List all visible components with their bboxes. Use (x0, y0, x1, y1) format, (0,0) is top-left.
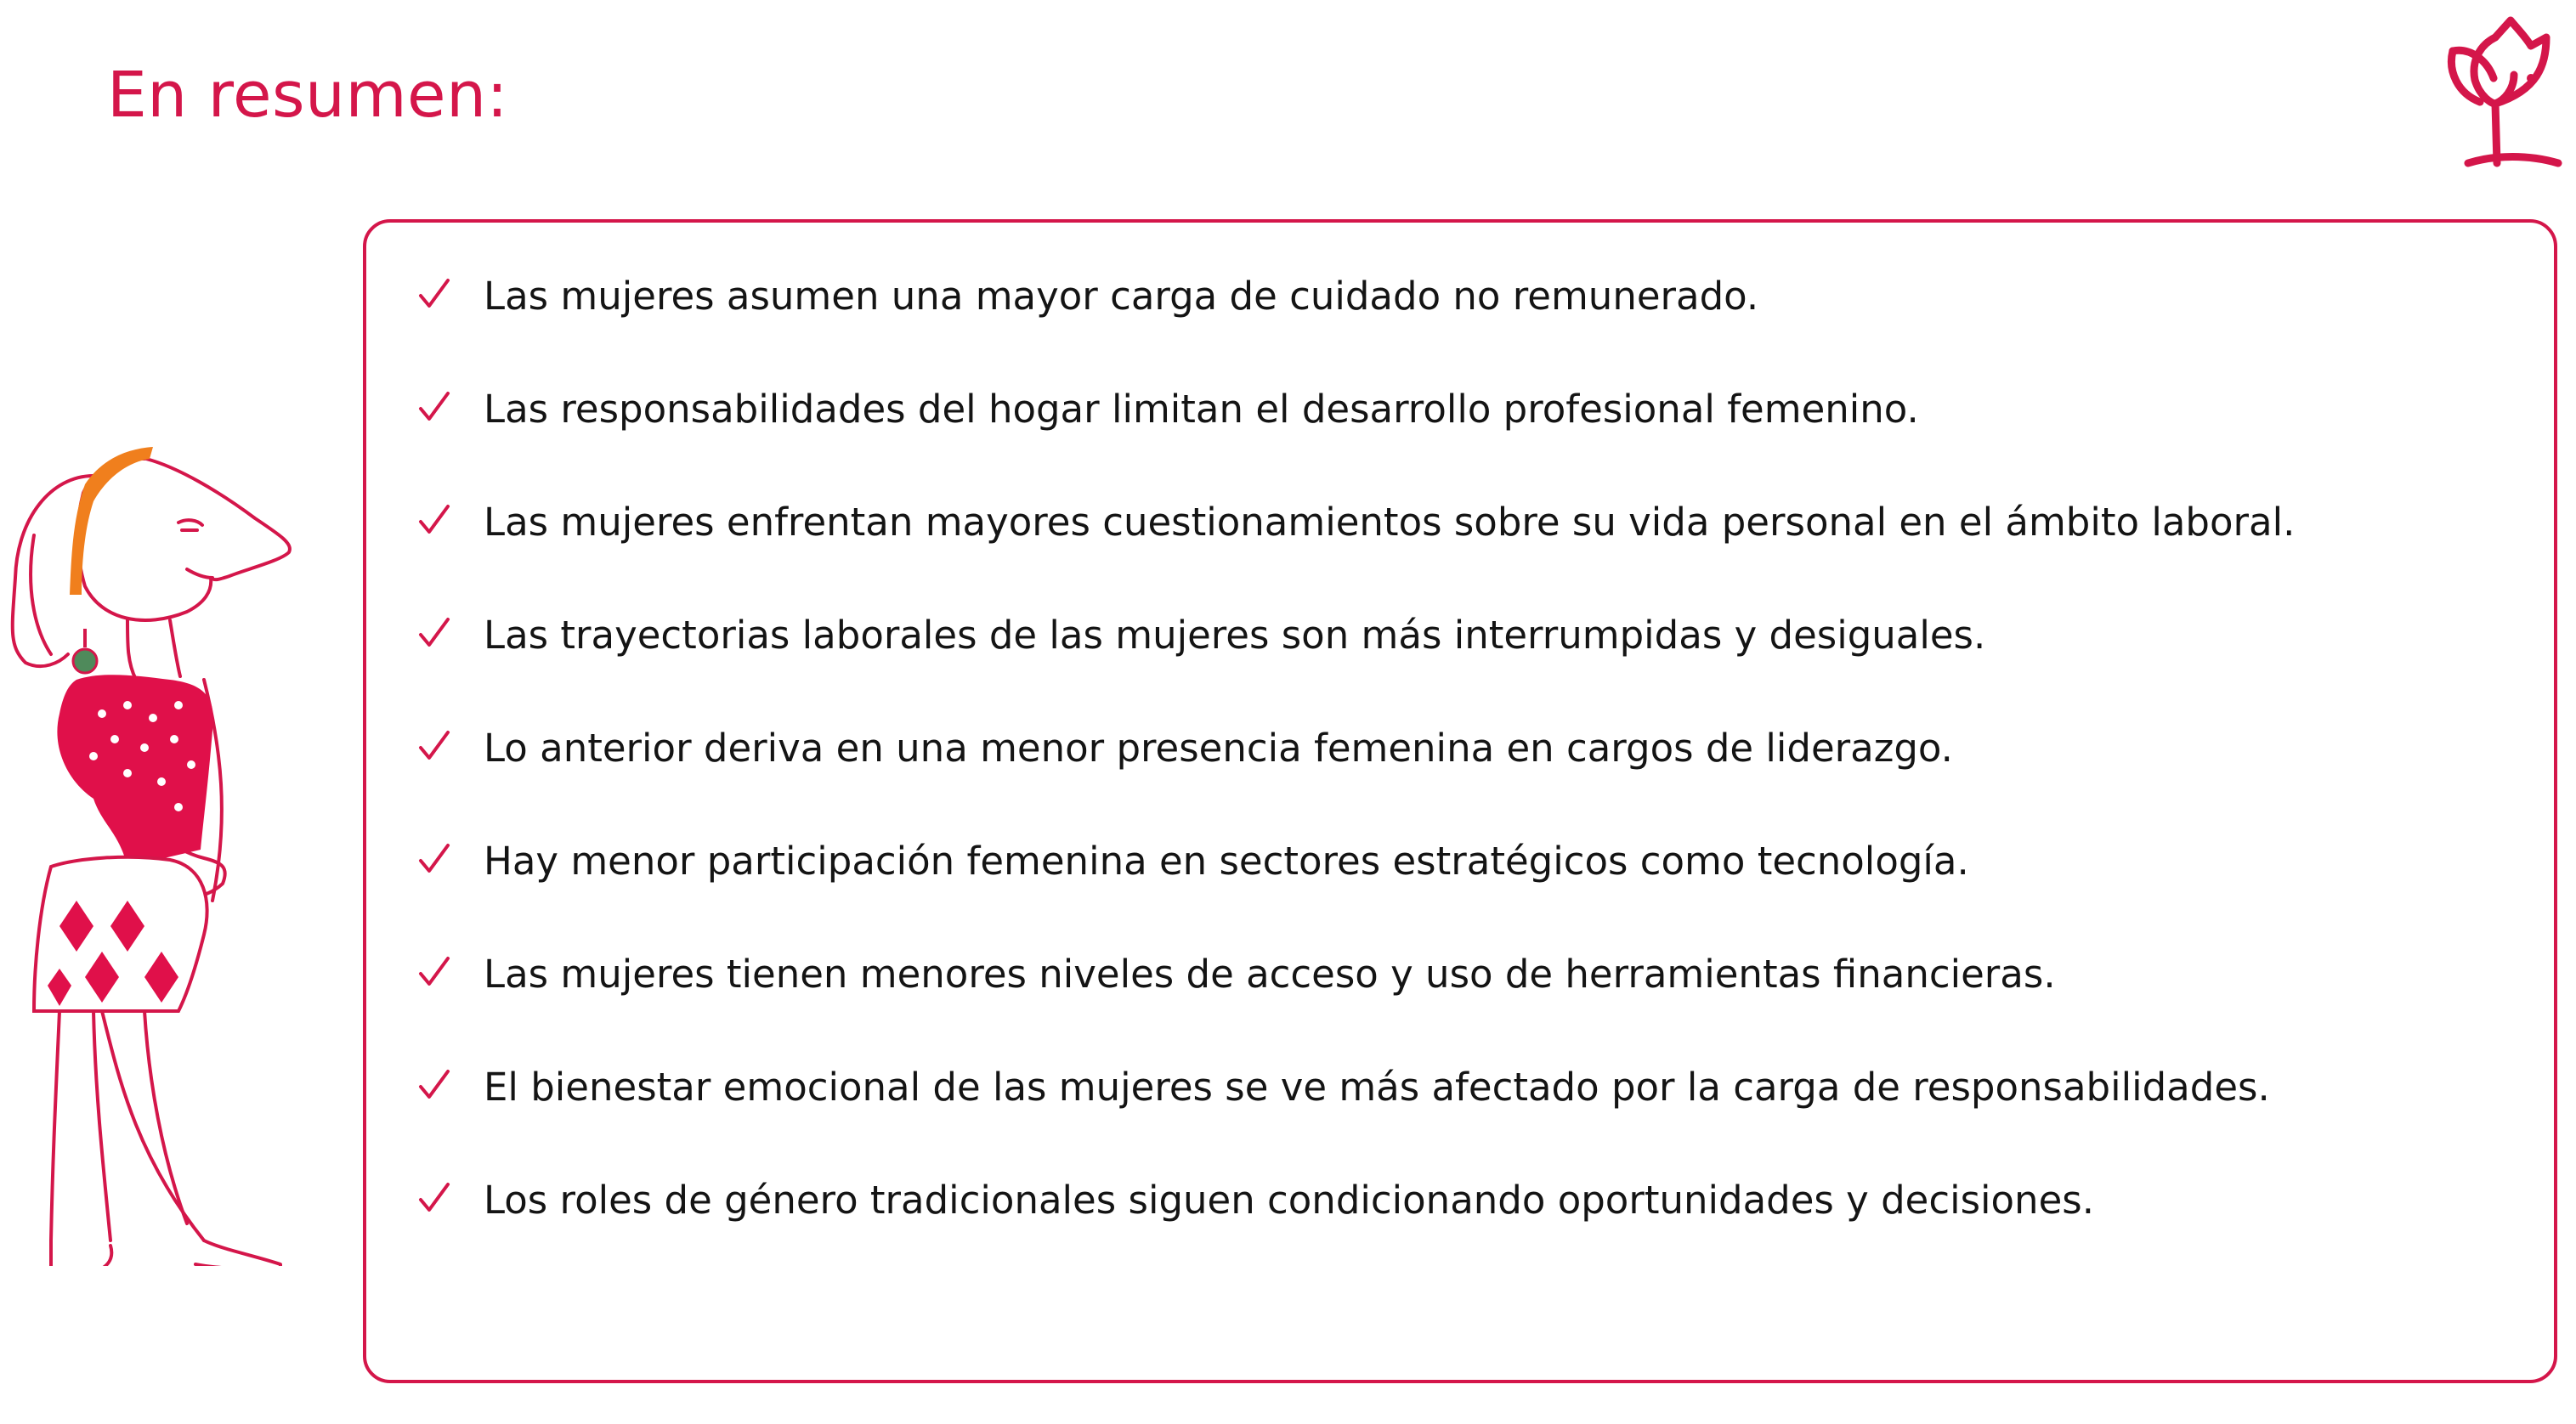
list-item-text: Las mujeres asumen una mayor carga de cuidado no remunerado. (484, 274, 1759, 319)
list-item-text: Lo anterior deriva en una menor presencia femenina en cargos de liderazgo. (484, 726, 1953, 771)
woman-illustration (0, 425, 365, 1266)
tulip-flower-icon (2419, 12, 2572, 173)
checkmark-icon (417, 501, 451, 539)
list-item (417, 493, 2520, 606)
list-item (417, 945, 2520, 1058)
checkmark-icon (417, 275, 451, 313)
list-item (417, 719, 2520, 832)
list-item (417, 380, 2520, 493)
list-item (417, 832, 2520, 945)
checkmark-icon (417, 614, 451, 652)
checkmark-icon (417, 1066, 451, 1104)
summary-box (363, 219, 2557, 1383)
list-item-text: Hay menor participación femenina en sectores estratégicos como tecnología. (484, 839, 1969, 884)
slide-title: En resumen: (107, 59, 508, 132)
checkmark-icon (417, 1179, 451, 1217)
list-item-text: El bienestar emocional de las mujeres se ve más afectado por la carga de responsabilidades. (484, 1065, 2270, 1110)
list-item-text: Los roles de género tradicionales siguen condicionando oportunidades y decisiones. (484, 1178, 2095, 1223)
summary-list (417, 267, 2520, 1284)
checkmark-icon (417, 953, 451, 991)
list-item-text: Las mujeres tienen menores niveles de acceso y uso de herramientas financieras. (484, 952, 2056, 997)
checkmark-icon (417, 388, 451, 426)
list-item-text: Las trayectorias laborales de las mujeres son más interrumpidas y desiguales. (484, 613, 1986, 658)
list-item (417, 1171, 2520, 1284)
list-item-text: Las mujeres enfrentan mayores cuestionamientos sobre su vida personal en el ámbito laboral. (484, 500, 2296, 545)
checkmark-icon (417, 840, 451, 878)
list-item (417, 267, 2520, 380)
list-item-text: Las responsabilidades del hogar limitan el desarrollo profesional femenino. (484, 387, 1919, 432)
list-item (417, 1058, 2520, 1171)
list-item (417, 606, 2520, 719)
checkmark-icon (417, 727, 451, 765)
